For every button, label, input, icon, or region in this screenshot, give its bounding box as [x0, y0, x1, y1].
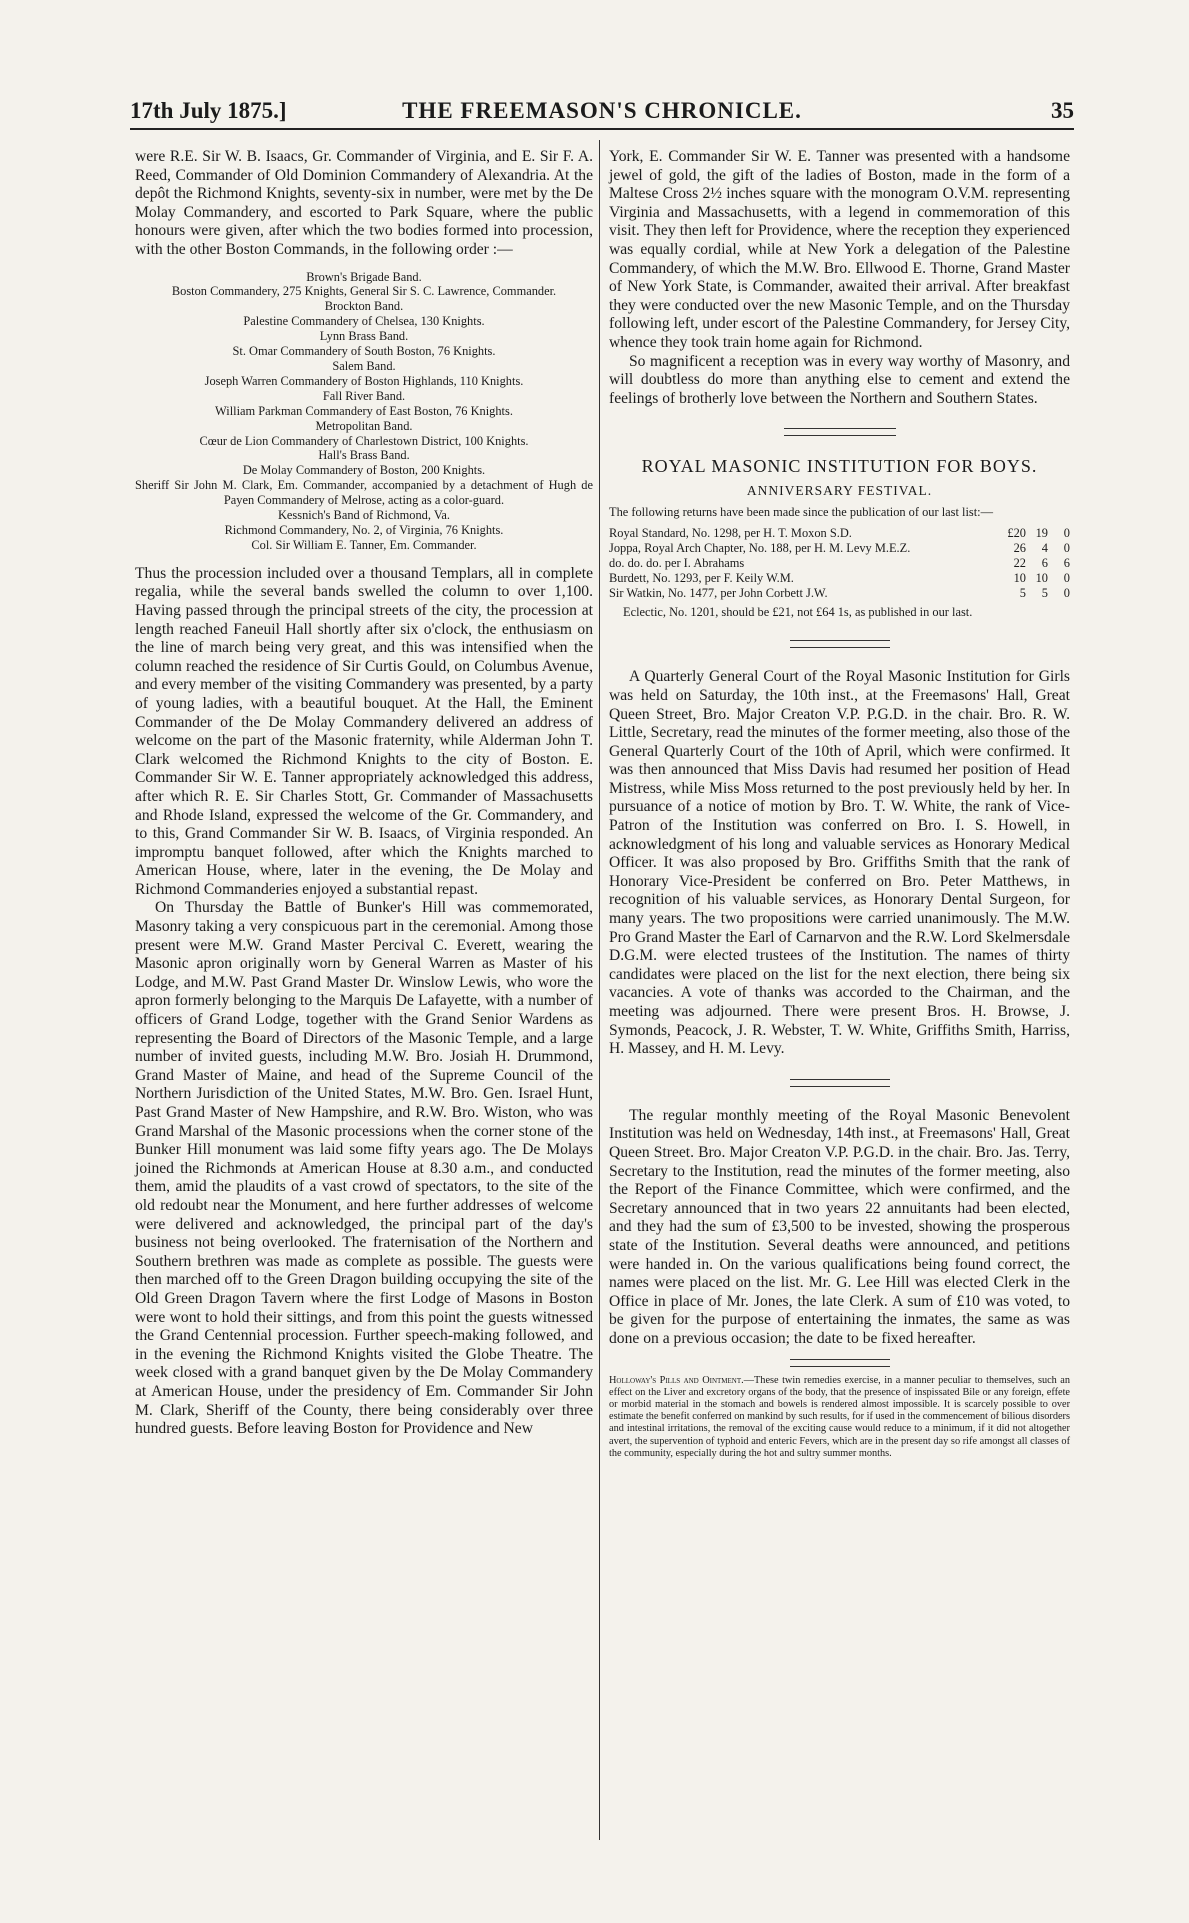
procession-item: Salem Band. — [332, 359, 396, 373]
intro-paragraph: were R.E. Sir W. B. Isaacs, Gr. Commander of Virginia, and E. Sir F. A. Reed, Commander of Old Dominion Commandery of Alexandria. At the depôt the Richmond Knights, seventy-six in number, were met by the De Molay Commandery, and escorted to Park Square, where the public honours were given, after which the two bodies formed into procession, with the other Boston Commands, in the following order :— — [135, 148, 593, 258]
return-shillings: 19 — [1035, 526, 1048, 541]
return-label: Sir Watkin, No. 1477, per John Corbett J.W. — [609, 586, 828, 601]
procession-item: Metropolitan Band. — [315, 418, 413, 433]
return-shillings: 10 — [1035, 571, 1048, 586]
section-subtitle: ANNIVERSARY FESTIVAL. — [746, 483, 933, 499]
returns-intro: The following returns have been made since the publication of our last list:— — [609, 505, 994, 520]
girls-institution-paragraph: A Quarterly General Court of the Royal Masonic Institution for Girls was held on Saturday, the 10th inst., at the Freemasons' Hall, Great Queen Street, Bro. Major Creaton V.P. P.G.D. in the chair. Bro. R. W. Little, Secretary, read the minutes of the former meeting, also those of the General Quarterly Court of the 10th of April, which were confirmed. It was then announced that Miss Davis had resumed her position of Head Mistress, while Miss Moss returned to the post previously held by her. In pursuance of a notice of motion by Bro. T. W. White, the rank of Vice-Patron of the Institution was conferred on Bro. I. S. Howell, in acknowledgment of his long and valuable services as Honorary Medical Officer. It was also proposed by Bro. Griffiths Smith that the rank of Honorary Vice-President be conferred on Bro. Peter Matthews, in recognition of his valuable services, as Honorary Dental Surgeon, for many years. The two propositions were carried unanimously. The M.W. Pro Grand Master the Earl of Carnarvon and the R.W. Lord Skelmersdale D.G.M. were elected trustees of the Institution. The names of thirty candidates were placed on the list for the next election, there being six vacancies. A vote of thanks was accorded to the Chairman, and the meeting was adjourned. There were present Bros. H. Browse, J. Symonds, Peacock, J. R. Webster, T. W. White, Griffiths Smith, Harriss, H. Massey, and H. M. Levy. — [609, 668, 1070, 1058]
section-title: ROYAL MASONIC INSTITUTION FOR BOYS. — [641, 456, 1038, 477]
procession-item: Kessnich's Band of Richmond, Va. — [277, 508, 450, 523]
procession-item: Brockton Band. — [324, 299, 404, 314]
advert-body: —These twin remedies exercise, in a manner peculiar to themselves, such an effect on the Liver and excretory organs of the body, that the presence of inspissated Bile or any foreign, effete or morbid material in the stomach and bowels is rendered almost impossible. It is scarcely possible to over estimate the benefit conferred on mankind by such results, for if used in the commencement of bilious disorders and intestinal irritations, the removal of the exciting cause would reduce to a minimum, if it did not altogether avert, the supervention of typhoid and enteric Fevers, which are in the present day so rife amongst all classes of the community, especially during the hot and sultry summer months. — [609, 1374, 1071, 1459]
advertisement — [609, 1375, 1070, 1460]
return-pence: 0 — [1063, 526, 1070, 541]
return-pence: 0 — [1063, 571, 1070, 586]
bunker-hill-paragraph: On Thursday the Battle of Bunker's Hill was commemorated, Masonry taking a very conspicuous part in the ceremonial. Among those present were M.W. Grand Master Percival C. Everett, wearing the Masonic apron originally worn by General Warren as Master of his Lodge, and M.W. Past Grand Master Dr. Winslow Lewis, who wore the apron formerly belonging to the Marquis De Lafayette, with a number of officers of Grand Lodge, together with the Grand Senior Wardens as representing the Board of Directors of the Masonic Temple, and a large number of invited guests, including M.W. Bro. Josiah H. Drummond, Grand Master of Maine, and head of the Supreme Council of the Northern Jurisdiction of the United States, M.W. Bro. Gen. Israel Hunt, Past Grand Master of New Hampshire, and R.W. Bro. Wiston, who was Grand Marshal of the Masonic processions when the corner stone of the Bunker Hill monument was laid some fifty years ago. The De Molays joined the Richmonds at American House at 8.30 a.m., and conducted them, amid the plaudits of a vast crowd of spectators, to the site of the old redoubt near the Monument, and here further addresses of welcome were delivered and acknowledged, the principal part of the day's business not being overlooked. The fraternisation of the Northern and Southern brethren was made as complete as possible. The guests were then marched off to the Green Dragon building occupying the site of the Old Green Dragon Tavern where the first Lodge of Masons in Boston were wont to hold their sittings, and from this point the guests witnessed the Grand Centennial procession. Further speech-making followed, and in the evening the Richmond Knights visited the Globe Theatre. The week closed with a grand banquet given by the De Molay Commandery at American House, under the presidency of Em. Commander Sir John M. Clark, Sheriff of the County, there being considerably over three hundred guests. Before leaving Boston for Providence and New — [135, 899, 593, 1438]
section-divider — [790, 640, 890, 648]
returns-table — [609, 526, 1070, 601]
table-row — [609, 541, 1070, 556]
return-pence: 0 — [1063, 541, 1070, 556]
return-pounds: 22 — [1013, 556, 1026, 571]
procession-item: Lynn Brass Band. — [319, 329, 409, 344]
table-row — [609, 571, 1070, 586]
section-divider — [790, 1079, 890, 1087]
issue-date: 17th July 1875.] — [130, 98, 287, 123]
return-pence: 6 — [1063, 556, 1070, 571]
procession-item: Fall River Band. — [322, 388, 406, 403]
newspaper-title: THE FREEMASON'S CHRONICLE. — [402, 98, 802, 123]
procession-item: Joseph Warren Commandery of Boston Highlands, 110 Knights. — [204, 373, 524, 388]
table-row — [609, 556, 1070, 571]
return-pounds: 5 — [1019, 586, 1026, 601]
procession-item: Richmond Commandery, No. 2, of Virginia, 76 Knights. — [224, 522, 504, 537]
left-column — [135, 148, 593, 1439]
correction-note: Eclectic, No. 1201, should be £21, not £64 1s, as published in our last. — [623, 605, 973, 620]
continued-paragraph: York, E. Commander Sir W. E. Tanner was presented with a handsome jewel of gold, the gift of the ladies of Boston, made in the form of a Maltese Cross 2½ inches square with the monogram O.V.M. representing Virginia and Massachusetts, with a legend in commemoration of this visit. They then left for Providence, where the reception they experienced was equally cordial, while at New York a delegation of the Palestine Commandery, of which the M.W. Bro. Ellwood E. Thorne, Grand Master of New York State, is Commander, awaited their arrival. After breakfast they were conducted over the new Masonic Temple, and on the Thursday following left, under escort of the Palestine Commandery, for Jersey City, whence they took train home again for Richmond. — [609, 148, 1070, 351]
return-shillings: 5 — [1041, 586, 1048, 601]
column-divider — [599, 140, 600, 1840]
return-pence: 0 — [1063, 586, 1070, 601]
page-number: 35 — [1051, 98, 1074, 123]
section-divider — [790, 1359, 890, 1367]
return-shillings: 4 — [1041, 541, 1048, 556]
procession-paragraph: Thus the procession included over a thousand Templars, all in complete regalia, while the several bands swelled the column to over 1,100. Having passed through the principal streets of the city, the procession at length reached Faneuil Hall shortly after six o'clock, the enthusiasm on the line of march being very great, and this was intensified when the column reached the residence of Sir Curtis Gould, on Columbus Avenue, and every member of the visiting Commandery was presented, by a party of young ladies, with a beautiful bouquet. At the Hall, the Eminent Commander of the De Molay Commandery delivered an address of welcome on the part of the Masonic fraternity, while Alderman John T. Clark welcomed the Richmond Knights to the city of Boston. E. Commander Sir W. E. Tanner appropriately acknowledged this address, after which R. E. Sir Charles Stott, Gr. Commander of Massachusetts and Rhode Island, expressed the welcome of the Gr. Commandery, and to this, Grand Commander Sir W. B. Isaacs, of Virginia responded. An impromptu banquet followed, after which the Knights marched to American House, where, later in the evening, the De Molay and Richmond Commanderies enjoyed a substantial repast. — [135, 564, 593, 898]
return-pounds: £20 — [1007, 526, 1026, 541]
benevolent-institution-paragraph: The regular monthly meeting of the Royal Masonic Benevolent Institution was held on Wednesday, 14th inst., at Freemasons' Hall, Great Queen Street. Bro. Major Creaton V.P. P.G.D. in the chair. Bro. Jas. Terry, Secretary to the Institution, read the minutes of the former meeting, also the Report of the Finance Committee, which were confirmed, and the Secretary announced that in two years 22 annuitants had been elected, and they had the sum of £3,500 to be invested, showing the prosperous state of the Institution. Several deaths were announced, and petitions were handed in. On the various qualifications being found correct, the names were placed on the list. Mr. G. Lee Hill was elected Clerk in the Office in place of Mr. Jones, the late Clerk. A sum of £10 was voted, to be given for the purpose of entertaining the inmates, the same as was done on a previous occasion; the date to be fixed hereafter. — [609, 1106, 1070, 1347]
table-row — [609, 526, 1070, 541]
procession-item: De Molay Commandery of Boston, 200 Knights. — [242, 463, 486, 478]
procession-item: St. Omar Commandery of South Boston, 76 Knights. — [232, 344, 496, 359]
procession-item: William Parkman Commandery of East Boston, 76 Knights. — [215, 403, 513, 418]
procession-item: Col. Sir William E. Tanner, Em. Commander. — [251, 537, 477, 552]
advert-title: Holloway's Pills and Ointment. — [609, 1374, 744, 1386]
section-divider — [784, 428, 896, 436]
return-shillings: 6 — [1041, 556, 1048, 571]
procession-item: Cœur de Lion Commandery of Charlestown District, 100 Knights. — [199, 433, 529, 448]
return-label: Joppa, Royal Arch Chapter, No. 188, per H. M. Levy M.E.Z. — [609, 541, 911, 556]
procession-item: Hall's Brass Band. — [318, 448, 410, 463]
procession-item: Boston Commandery, 275 Knights, General Sir S. C. Lawrence, Commander. — [171, 284, 557, 299]
page-header — [130, 98, 1074, 128]
header-rule — [130, 128, 1074, 130]
procession-list — [135, 270, 593, 553]
table-row — [609, 586, 1070, 601]
procession-item: Brown's Brigade Band. — [306, 269, 422, 284]
procession-item: Sheriff Sir John M. Clark, Em. Commander, accompanied by a detachment of Hugh de Payen Commandery of Melrose, acting as a color-guard. — [135, 478, 593, 508]
right-column — [609, 148, 1070, 1460]
return-label: Royal Standard, No. 1298, per H. T. Moxon S.D. — [609, 526, 852, 541]
procession-item: Palestine Commandery of Chelsea, 130 Knights. — [243, 314, 485, 329]
return-pounds: 10 — [1013, 571, 1026, 586]
return-label: Burdett, No. 1293, per F. Keily W.M. — [609, 571, 794, 586]
reception-paragraph: So magnificent a reception was in every way worthy of Masonry, and will doubtless do more than anything else to cement and extend the feelings of brotherly love between the Northern and Southern States. — [609, 352, 1070, 407]
return-pounds: 26 — [1013, 541, 1026, 556]
return-label: do. do. do. per I. Abrahams — [609, 556, 745, 571]
